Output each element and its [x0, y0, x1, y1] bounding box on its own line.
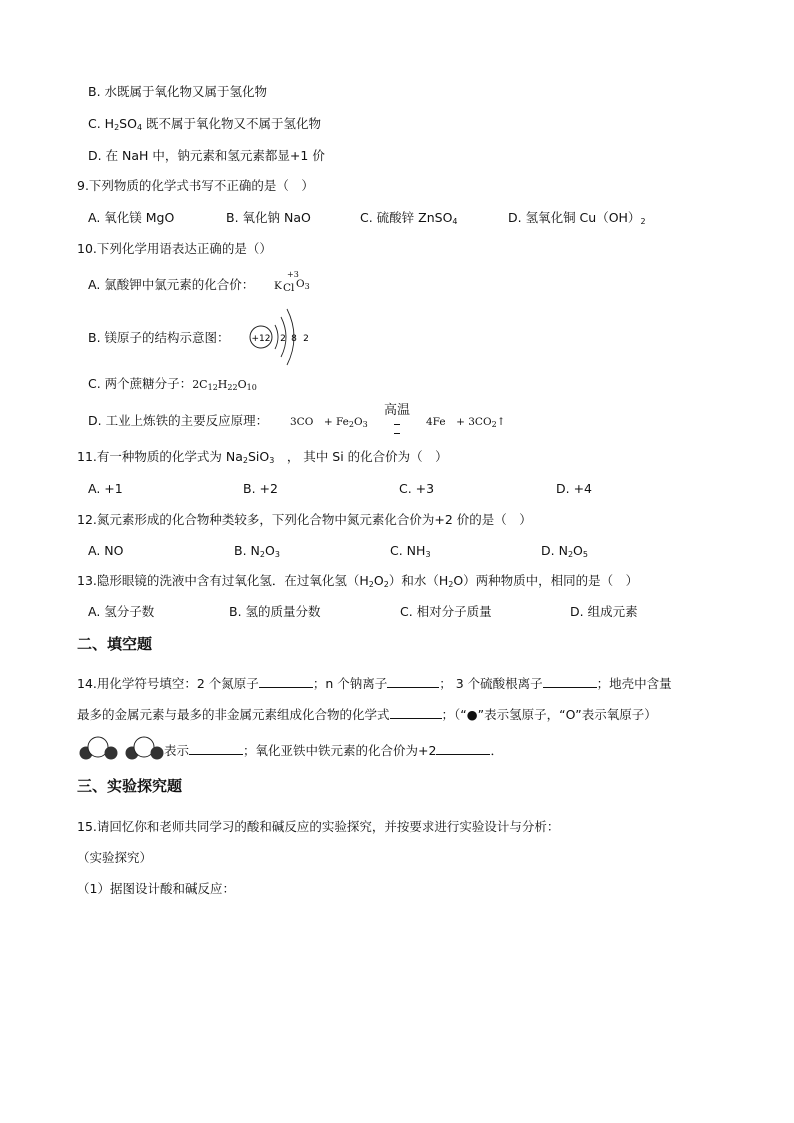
q10-option-c: C. 两个蔗糖分子：$2C_{12}H_{22}O_{10}$ — [88, 376, 257, 392]
q10-stem: 10.下列化学用语表达正确的是（） — [77, 241, 272, 256]
reaction-products: 4Fe + $3CO_2↑$ — [426, 416, 506, 429]
q11-option-b: B. +2 — [243, 481, 278, 496]
hydrogen-atom-icon — [151, 747, 164, 760]
q14-line-3: 表示 ；氧化亚铁中铁元素的化合价为+2 ． — [164, 743, 503, 758]
formula-cl: Cl — [283, 282, 295, 294]
q13-option-a: A. 氢分子数 — [88, 604, 155, 619]
q12-option-b: B. $N_2O_3$ — [234, 543, 280, 559]
answer-blank[interactable] — [259, 675, 313, 688]
answer-blank[interactable] — [390, 706, 442, 719]
section-heading-fill-in: 二、填空题 — [77, 635, 153, 653]
q9-option-c: C. 硫酸锌 ZnSO$_4$ — [360, 210, 458, 226]
reaction-equals-top — [394, 424, 400, 425]
q11-stem: 11.有一种物质的化学式为 $Na_2SiO_3$ ， 其中 Si 的化合价为（ ） — [77, 449, 448, 465]
q11-option-c: C. +3 — [399, 481, 435, 496]
q15-subheading: （实验探究） — [77, 850, 153, 865]
q13-option-d: D. 组成元素 — [570, 604, 638, 619]
q14-line-1: 14.用化学符号填空：2 个氮原子 ；n 个钠离子 ； 3 个硫酸根离子 ；地壳中含量 — [77, 676, 672, 691]
q12-option-c: C. $NH_3$ — [390, 543, 431, 559]
valence-label: +3 — [287, 270, 299, 279]
answer-blank[interactable] — [543, 675, 597, 688]
hydrogen-atom-icon — [105, 747, 118, 760]
reaction-reactants: 3CO + $Fe_2O_3$ — [290, 416, 368, 429]
formula-o: $O_3$ — [296, 278, 310, 291]
molecule-model-icon — [76, 736, 166, 762]
shell-electrons-2: 8 — [291, 334, 297, 344]
q13-option-c: C. 相对分子质量 — [400, 604, 492, 619]
q8-option-b: B. 水既属于氧化物又属于氢化物 — [88, 84, 268, 99]
q9-option-d: D. 氢氧化铜 $Cu(OH)_2$ — [508, 210, 646, 226]
q9-stem: 9.下列物质的化学式书写不正确的是（ ） — [77, 178, 314, 193]
q11-option-a: A. +1 — [88, 481, 123, 496]
answer-blank[interactable] — [436, 742, 490, 755]
shell-arc — [275, 325, 278, 349]
q10-a-formula — [274, 270, 324, 296]
section-heading-experiment: 三、实验探究题 — [77, 777, 183, 795]
reaction-condition: 高温 — [384, 403, 411, 418]
q12-option-d: D. $N_2O_5$ — [541, 543, 588, 559]
q11-option-d: D. +4 — [556, 481, 592, 496]
q10-option-b: B. 镁原子的结构示意图： — [88, 330, 230, 345]
shell-electrons-3: 2 — [303, 334, 309, 344]
q15-stem: 15.请回忆你和老师共同学习的酸和碱反应的实验探究，并按要求进行实验设计与分析： — [77, 819, 560, 834]
q9-option-b: B. 氧化钠 NaO — [226, 210, 311, 225]
q12-stem: 12.氮元素形成的化合物种类较多，下列化合物中氮元素化合价为+2 价的是（ ） — [77, 512, 532, 527]
answer-blank[interactable] — [387, 675, 439, 688]
q13-stem: 13.隐形眼镜的洗液中含有过氧化氢．在过氧化氢$(H_2O_2)$和水$(H_2O)$两种物质中，相同的是（ ） — [77, 573, 639, 589]
sucrose-formula: $2C_{12}H_{22}O_{10}$ — [192, 378, 257, 392]
q14-line-2: 最多的金属元素与最多的非金属元素组成化合物的化学式 ；（“●”表示氢原子，“O”表示氧原子） — [77, 707, 657, 722]
q12-option-a: A. NO — [88, 543, 124, 558]
answer-blank[interactable] — [189, 742, 243, 755]
q10-option-a: A. 氯酸钾中氯元素的化合价： — [88, 277, 255, 292]
q8-option-d: D. 在 NaH 中，钠元素和氢元素都显+1 价 — [88, 148, 325, 163]
q9-option-a: A. 氧化镁 MgO — [88, 210, 175, 225]
formula-k: K — [274, 280, 282, 292]
q8-option-c: C. $H_2SO_4$ 既不属于氧化物又不属于氢化物 — [88, 116, 322, 132]
q10-option-d: D. 工业上炼铁的主要反应原理： — [88, 413, 269, 428]
reaction-equals-bottom — [394, 433, 400, 434]
shell-electrons-1: 2 — [280, 334, 286, 344]
q15-part-1: （1）据图设计酸和碱反应： — [77, 881, 235, 896]
nucleus-charge: +12 — [251, 334, 271, 344]
q13-option-b: B. 氢的质量分数 — [229, 604, 321, 619]
magnesium-atom-diagram — [246, 303, 316, 371]
